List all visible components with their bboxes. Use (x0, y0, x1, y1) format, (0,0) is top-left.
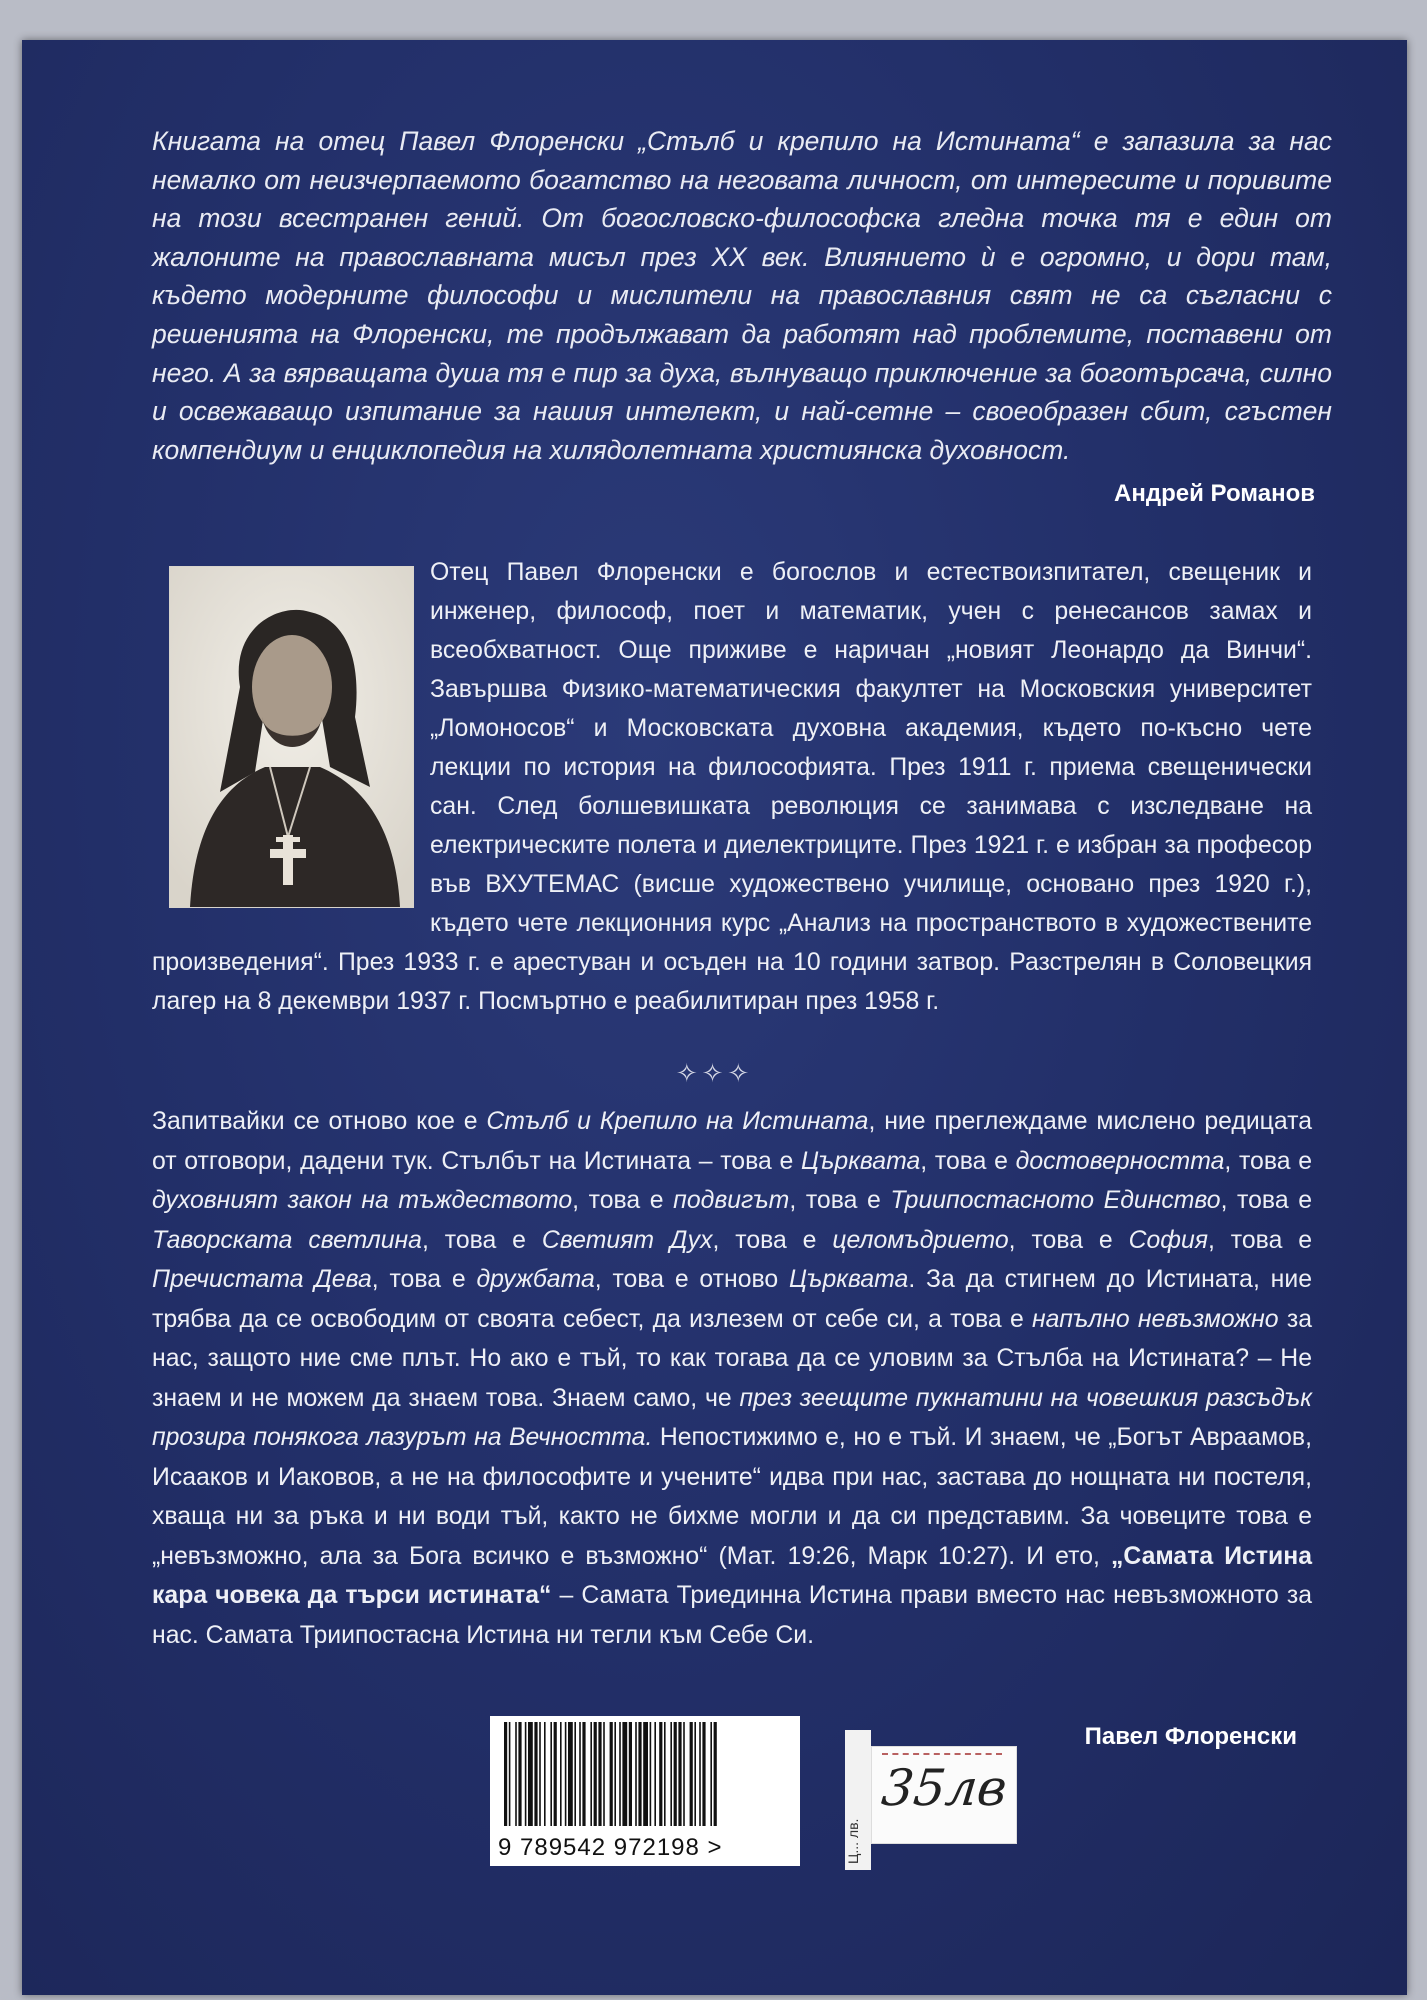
quote-author: Андрей Романов (1114, 480, 1315, 507)
price-sticker (871, 1746, 1017, 1844)
section-separator: ✧✧✧ (675, 1058, 754, 1088)
price-handwritten: 35лв (878, 1759, 1010, 1817)
isbn-barcode (490, 1716, 800, 1866)
romanov-quote: Книгата на отец Павел Флоренски „Стълб и крепило на Истината“ е запазила за нас немалко от неизчерпаемото богатство на неговата личност, от интересите и поривите на този всестранен гений. От богословско-философска гледна точка тя е един от жалоните на православната мисъл през XX век. Влиянието ѝ е огромно, и дори там, където модерните философи и мислители на православния свят не са съгласни с решенията на Флоренски, те продължават да работят над проблемите, поставени от него. А за вярващата душа тя е пир за духа, вълнуващо приключение за боготърсача, силно и освежаващо изпитание за нашия интелект, и най-сетне – своеобразен сбит, сгъстен компендиум и енциклопедия на хилядолетната християнска духовност. (152, 126, 1332, 465)
florensky-main-text: Запитвайки се отново кое е Стълб и Крепило на Истината, ние преглеждаме мислено редицата от отговори, дадени тук. Стълбът на Истината – това е Църквата, това е достоверността, това е духовният закон на тъждеството, това е подвигът, това е Триипостасното Единство, това е Таворската светлина, това е Светият Дух, това е целомъдрието, това е София, това е Пречистата Дева, това е дружбата, това е отново Църквата. За да стигнем до Истината, ние трябва да се освободим от своята себест, да излезем от себе си, а това е напълно невъзможно за нас, защото ние сме плът. Но ако е тъй, то как тогава да се уловим за Стълба на Истината? – Не знаем и не можем да знаем това. Знаем само, че през зеещите пукнатини на човешкия разсъдък прозира понякога лазурът на Вечността. Непостижимо е, но е тъй. И знаем, че „Богът Авраамов, Исааков и Иаковов, а не на философите и учените“ идва при нас, застава до нощната ни постеля, хваща ни за ръка и ни води тъй, както не бихме могли и да си представим. За човеците това е „невъзможно, ала за Бога всичко е възможно“ (Мат. 19:26, Марк 10:27). И ето, „Самата Истина кара човека да търси истината“ – Самата Триединна Истина прави вместо нас невъзможното за нас. Самата Триипостасна Истина ни тегли към Себе Си. (152, 1108, 1313, 1649)
barcode-bars (490, 1716, 800, 1834)
book-back-cover (22, 40, 1407, 1995)
sticker-dashed-line (882, 1753, 1002, 1755)
biography-text: Отец Павел Флоренски е богослов и естествоизпитател, свещеник и инженер, философ, поет и математик, учен с ренесансов замах и всеобхватност. Още приживе е наричан „новият Леонардо да Винчи“. Завършва Физико-математическия факултет на Московския университет „Ломоносов“ и Московската духовна академия, където по-късно чете лекции по история на философията. През 1911 г. приема свещенически сан. След болшевишката революция се занимава с изследване на електрическите полета и диелектриците. През 1921 г. е избран за професор във ВХУТЕМАС (висше художествено училище, основано през 1920 г.), където чете лекционния курс „Анализ на пространството в художествените произведения“. През 1933 г. е арестуван и осъден на 10 години затвор. Разстрелян в Соловецкия лагер на 8 декември 1937 г. Посмъртно е реабилитиран през 1958 г. (152, 559, 1312, 1015)
side-label: Ц... лв. (845, 1730, 871, 1870)
florensky-portrait-photo (169, 566, 414, 908)
isbn-digits: 9 789542 972198 > (498, 1834, 723, 1861)
main-text-author: Павел Флоренски (1084, 1723, 1297, 1750)
